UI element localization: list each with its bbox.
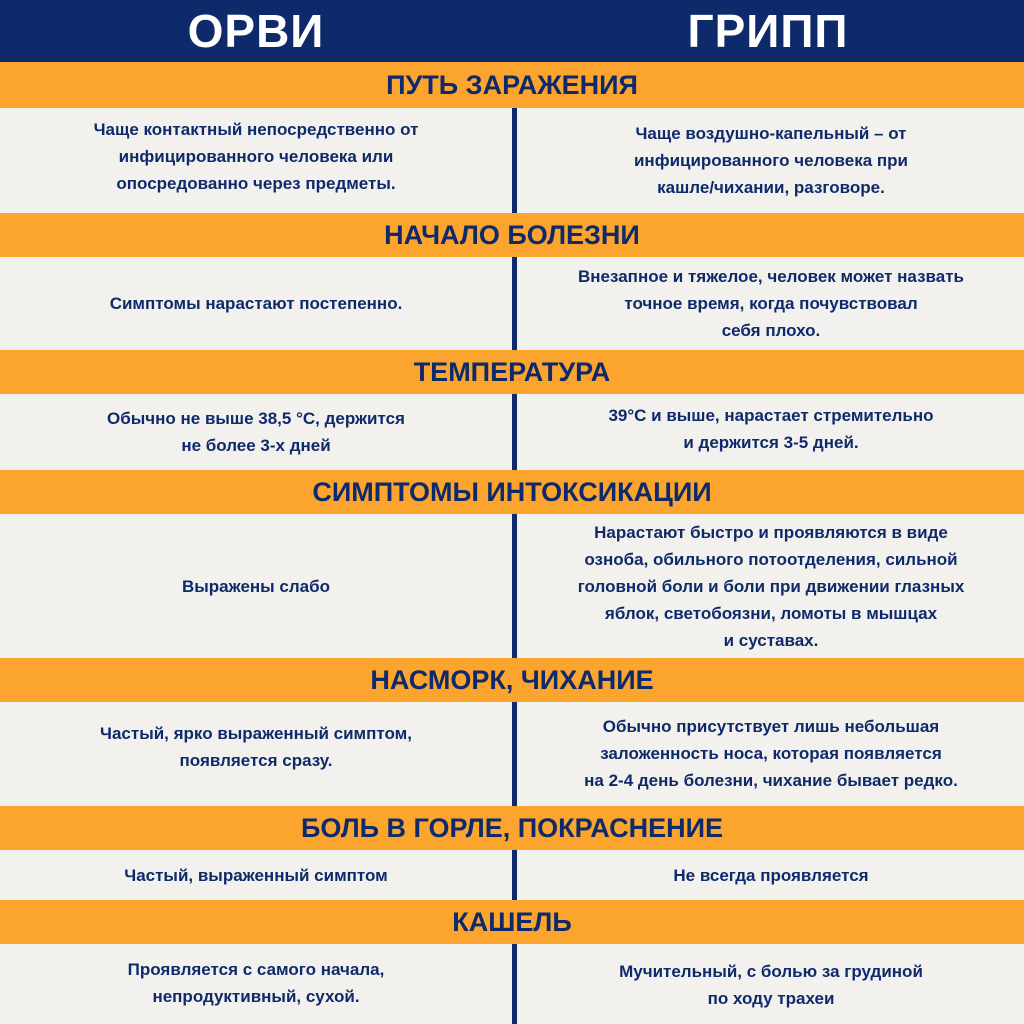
flu-cell: Обычно присутствует лишь небольшая заложенность носа, которая появляется на 2-4 день болезни, чихание бывает редко. [584, 717, 958, 790]
section-title-cough: КАШЕЛЬ [0, 900, 1024, 944]
column-divider [512, 257, 517, 350]
flu-cell: Нарастают быстро и проявляются в виде озноба, обильного потоотделения, сильной головной боли и боли при движении глазных яблок, светобоязни, ломоты в мышцах и суставах. [577, 522, 965, 650]
section-row-cough [0, 944, 1024, 1024]
section-row-intoxication [0, 514, 1024, 658]
column-divider [512, 944, 517, 1024]
flu-cell: Чаще воздушно-капельный – от инфицированного человека при кашле/чихании, разговоре. [633, 124, 909, 197]
column-divider [512, 702, 517, 806]
section-title-intoxication: СИМПТОМЫ ИНТОКСИКАЦИИ [0, 470, 1024, 514]
orvi-cell: Симптомы нарастают постепенно. [109, 294, 403, 313]
orvi-cell: Обычно не выше 38,5 °С, держится не более 3-х дней [107, 409, 405, 455]
orvi-cell: Выражены слабо [181, 576, 331, 596]
flu-cell: Мучительный, с болью за грудиной по ходу трахеи [619, 962, 923, 1008]
section-title-sore-throat: БОЛЬ В ГОРЛЕ, ПОКРАСНЕНИЕ [0, 806, 1024, 850]
column-divider [512, 514, 517, 658]
section-row-onset [0, 257, 1024, 350]
orvi-cell: Частый, выраженный симптом [124, 865, 388, 885]
section-title-runny-nose: НАСМОРК, ЧИХАНИЕ [0, 658, 1024, 702]
section-row-runny-nose [0, 702, 1024, 806]
section-row-infection-route [0, 108, 1024, 213]
section-row-temperature [0, 394, 1024, 470]
orvi-cell: Частый, ярко выраженный симптом, появляется сразу. [100, 724, 412, 770]
section-title-infection-route: ПУТЬ ЗАРАЖЕНИЯ [0, 62, 1024, 108]
section-row-sore-throat [0, 850, 1024, 900]
section-title-onset: НАЧАЛО БОЛЕЗНИ [0, 213, 1024, 257]
header-orvi: ОРВИ [187, 5, 325, 57]
header-flu: ГРИПП [687, 5, 849, 57]
section-title-temperature: ТЕМПЕРАТУРА [0, 350, 1024, 394]
column-divider [512, 850, 517, 900]
column-divider [512, 108, 517, 213]
table-header [0, 0, 1024, 62]
column-divider [512, 394, 517, 470]
flu-cell: Не всегда проявляется [673, 865, 869, 885]
orvi-cell: Проявляется с самого начала, непродуктивный, сухой. [127, 960, 385, 1006]
flu-cell: Внезапное и тяжелое, человек может назвать точное время, когда почувствовал себя плохо. [578, 267, 964, 340]
flu-cell: 39°С и выше, нарастает стремительно и держится 3-5 дней. [608, 406, 934, 452]
orvi-cell: Чаще контактный непосредственно от инфицированного человека или опосредованно через предметы. [93, 120, 419, 193]
